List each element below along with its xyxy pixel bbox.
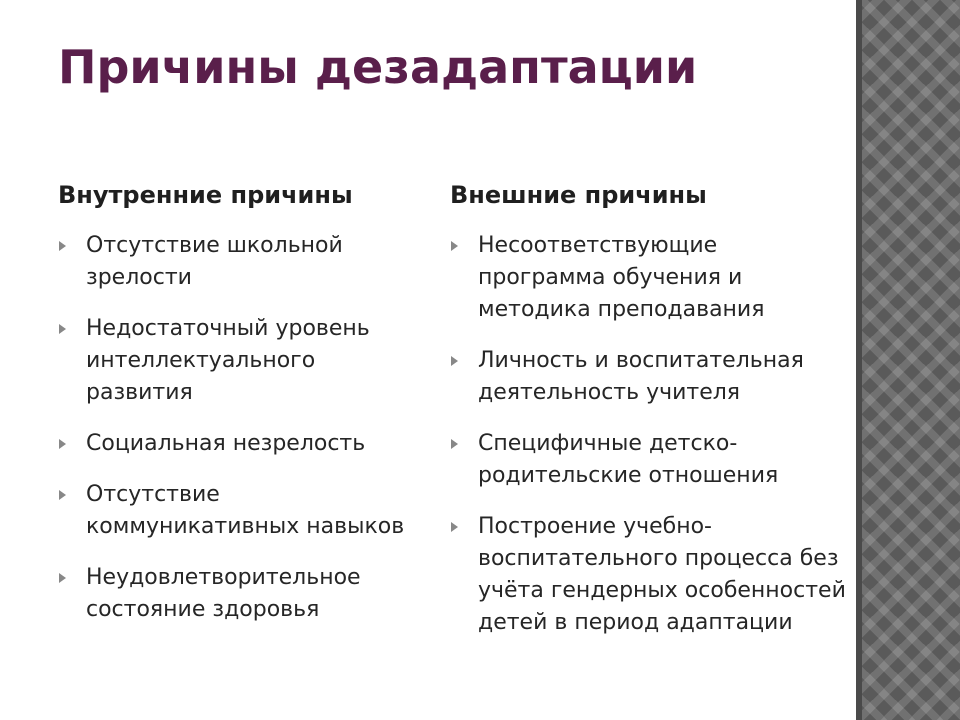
list-item-text: Отсутствие коммуникативных навыков (86, 482, 405, 539)
list-item (58, 313, 418, 409)
triangle-bullet-icon (59, 573, 66, 583)
list-item (450, 345, 850, 409)
list-item (450, 428, 850, 492)
triangle-bullet-icon (59, 324, 66, 334)
list-item-text: Личность и воспитательная деятельность учителя (478, 348, 804, 405)
list-item (450, 230, 850, 326)
triangle-bullet-icon (59, 439, 66, 449)
list-item-text: Несоответствующие программа обучения и методика преподавания (478, 233, 765, 322)
triangle-bullet-icon (451, 356, 458, 366)
slide-title: Причины дезадаптации (58, 40, 698, 94)
external-causes-heading: Внешние причины (450, 181, 707, 209)
list-item (58, 479, 418, 543)
internal-causes-column (58, 178, 418, 645)
internal-causes-list (58, 230, 418, 626)
triangle-bullet-icon (59, 490, 66, 500)
triangle-bullet-icon (451, 439, 458, 449)
decorative-pattern-strip (856, 0, 960, 720)
external-causes-list (450, 230, 850, 639)
list-item-text: Социальная незрелость (86, 431, 366, 456)
list-item-text: Недостаточный уровень интеллектуального развития (86, 316, 370, 405)
list-item (58, 428, 418, 460)
internal-causes-heading: Внутренние причины (58, 181, 353, 209)
external-causes-column (450, 178, 850, 658)
list-item (450, 511, 850, 639)
triangle-bullet-icon (59, 241, 66, 251)
triangle-bullet-icon (451, 522, 458, 532)
list-item-text: Отсутствие школьной зрелости (86, 233, 343, 290)
list-item (58, 230, 418, 294)
list-item-text: Неудовлетворительное состояние здоровья (86, 565, 361, 622)
triangle-bullet-icon (451, 241, 458, 251)
list-item (58, 562, 418, 626)
list-item-text: Построение учебно-воспитательного процесса без учёта гендерных особенностей детей в период адаптации (478, 514, 846, 635)
list-item-text: Специфичные детско-родительские отношения (478, 431, 779, 488)
